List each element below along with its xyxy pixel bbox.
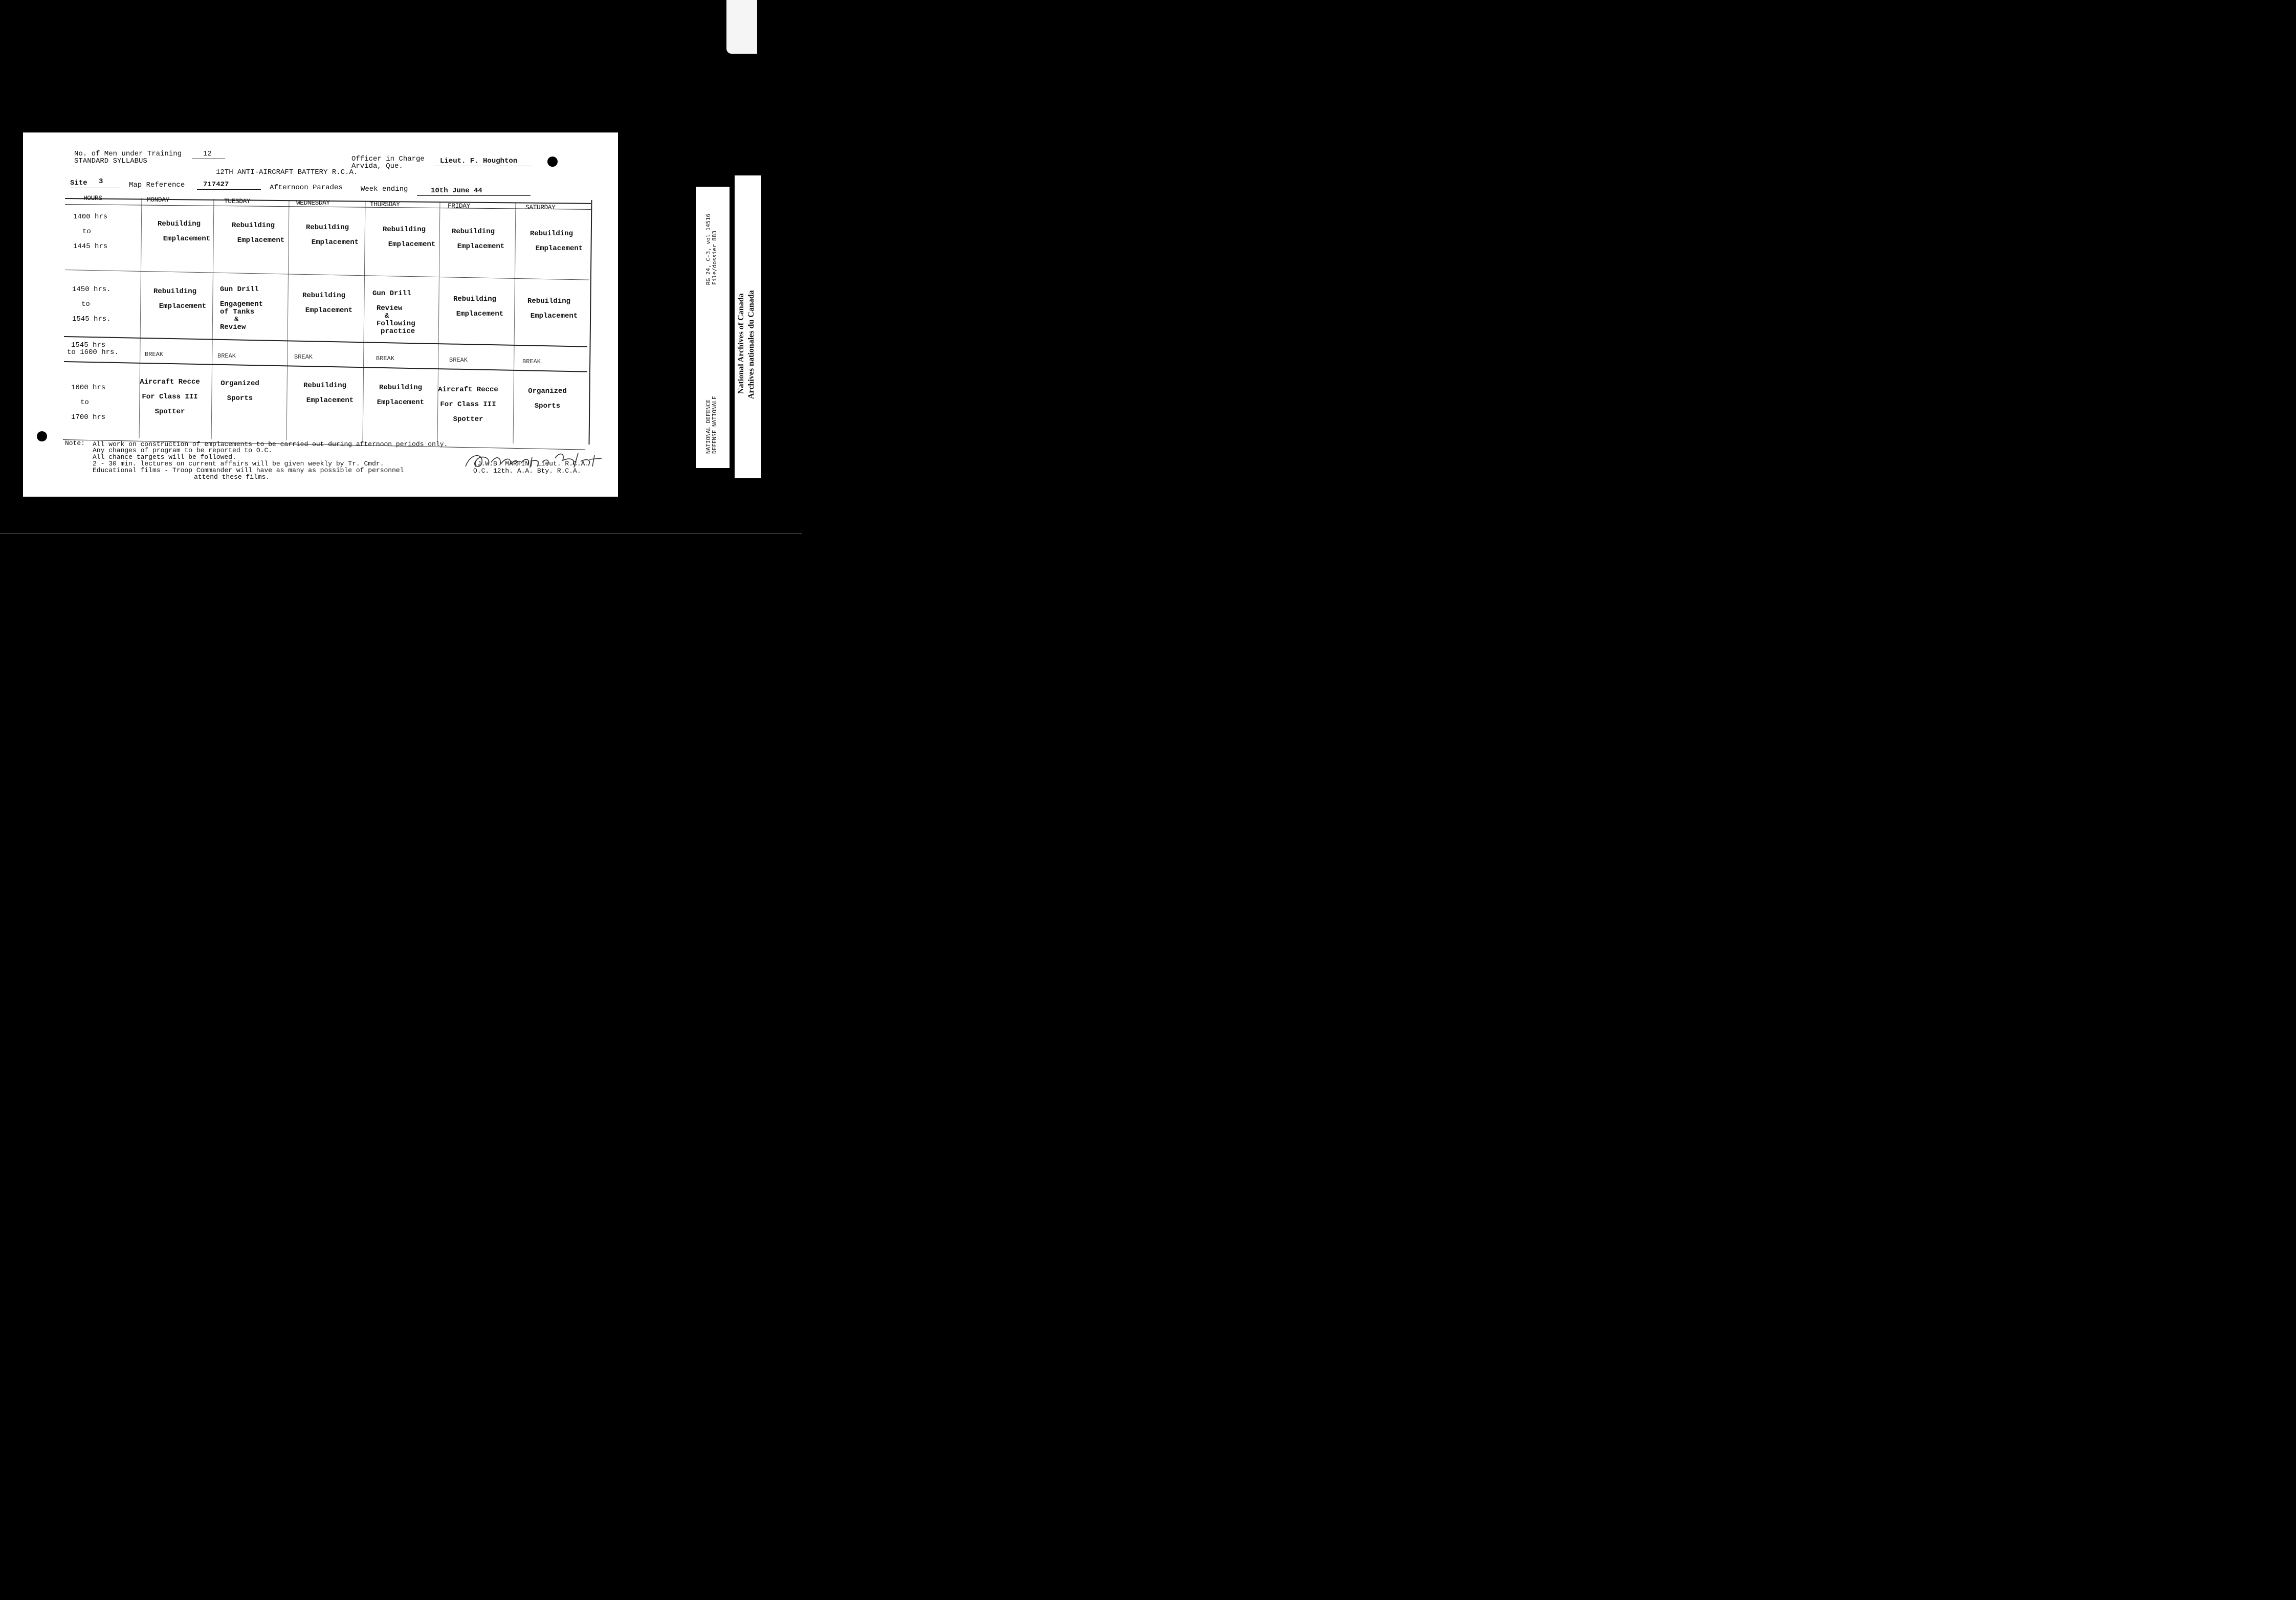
hours-until: 1545 hrs. xyxy=(72,315,111,323)
cell-line: Review xyxy=(377,304,403,313)
archive-ref-line-2: File/dossier 883 xyxy=(711,231,718,285)
cell-line: Rebuilding xyxy=(451,228,495,236)
cell-line: Spotter xyxy=(154,408,185,416)
archive-reference-card xyxy=(696,187,730,468)
day-header-wednesday: WEDNESDAY xyxy=(296,199,330,207)
site-value: 3 xyxy=(99,177,103,186)
archive-name-fr: Archives nationales du Canada xyxy=(747,290,756,399)
break-thu: BREAK xyxy=(376,355,395,362)
day-header-friday: FRIDAY xyxy=(448,202,470,210)
cell-line: Emplacement xyxy=(530,312,578,320)
cell-tue-1 xyxy=(220,218,286,248)
cell-fri-4 xyxy=(435,383,501,427)
cell-line: Emplacement xyxy=(305,306,353,315)
cell-sat-2 xyxy=(516,294,582,324)
archive-dept-line-2: DEFENSE NATIONALE xyxy=(711,396,718,454)
cell-line: Organized xyxy=(220,380,259,388)
signature-line-2: O.C. 12th. A.A. Bty. R.C.A. xyxy=(473,467,581,475)
row2-rule xyxy=(64,336,587,347)
week-underline xyxy=(417,195,531,196)
note-line-6: attend these films. xyxy=(194,473,270,481)
note-line-3: All chance targets will be followed. xyxy=(93,453,236,461)
cell-line: Aircraft Recce xyxy=(438,386,498,394)
day-header-tuesday: TUESDAY xyxy=(224,197,251,205)
hours-row-2 xyxy=(72,282,111,327)
note-label: Note: xyxy=(65,439,85,447)
hours-from: 1450 hrs. xyxy=(72,285,111,294)
cell-line: Rebuilding xyxy=(527,297,570,305)
break-wed: BREAK xyxy=(294,353,313,361)
col-line-right xyxy=(588,200,592,445)
break-rule xyxy=(64,361,587,372)
hours-to: to xyxy=(80,398,89,407)
cell-sat-1 xyxy=(518,227,585,256)
break-mon: BREAK xyxy=(145,351,164,358)
hours-from: 1400 hrs xyxy=(73,213,108,221)
cell-line: For Class III xyxy=(142,393,198,401)
archive-ref-line-1: RG 24, C-3, vol 14516 xyxy=(705,213,712,285)
hours-to: to xyxy=(82,228,91,236)
hours-until: to 1600 hrs. xyxy=(67,348,119,357)
cell-line: Emplacement xyxy=(159,302,207,310)
cell-line: Engagement xyxy=(220,300,263,308)
cell-fri-1 xyxy=(440,225,506,254)
cell-line: Emplacement xyxy=(306,396,354,405)
cell-tue-4 xyxy=(209,376,271,406)
cell-line: Sports xyxy=(534,402,561,410)
cell-mon-1 xyxy=(146,217,212,247)
officer-label: Officer in Charge xyxy=(351,155,425,163)
day-header-monday: MONDAY xyxy=(147,196,169,204)
cell-line: Emplacement xyxy=(377,398,425,407)
hours-from: 1600 hrs xyxy=(71,384,106,392)
cell-line: Rebuilding xyxy=(231,221,275,230)
hours-from: 1545 hrs xyxy=(71,341,106,349)
cell-thu-1 xyxy=(371,223,437,252)
note-line-2: Any changes of program to be reported to O.C. xyxy=(93,447,273,454)
cell-line: Rebuilding xyxy=(302,292,345,300)
cell-line: Emplacement xyxy=(457,242,505,251)
cell-line: Emplacement xyxy=(388,240,436,249)
archive-name-en: National Archives of Canada xyxy=(737,293,745,394)
signature-line-1: (J.W.B. MARTIN) Lieut. R.C.A. xyxy=(473,460,589,468)
row1-rule xyxy=(65,270,589,280)
note-line-4: 2 - 30 min. lectures on current affairs will be given weekly by Tr. Cmdr. xyxy=(93,460,384,468)
cell-line: Rebuilding xyxy=(305,224,349,232)
cell-line: Aircraft Recce xyxy=(140,378,200,386)
battery-name: 12TH ANTI-AIRCRAFT BATTERY R.C.A. xyxy=(216,168,358,176)
archive-dept-line-1: NATIONAL DEFENCE xyxy=(705,399,712,454)
hours-row-4 xyxy=(71,381,105,425)
col-line-3 xyxy=(286,200,290,440)
cell-line: Rebuilding xyxy=(453,295,496,303)
cell-line: Rebuilding xyxy=(303,382,346,390)
cell-line: Emplacement xyxy=(311,238,359,247)
cell-line: practice xyxy=(381,327,415,336)
punch-hole-top xyxy=(547,157,558,167)
cell-wed-1 xyxy=(294,220,361,250)
officer-value: Lieut. F. Houghton xyxy=(440,157,518,165)
cell-line: For Class III xyxy=(440,401,496,409)
location: Arvida, Que. xyxy=(351,162,403,170)
map-underline xyxy=(197,189,261,190)
break-sat: BREAK xyxy=(522,358,541,365)
cell-wed-2 xyxy=(291,288,357,318)
cell-line: Gun Drill xyxy=(372,290,411,298)
cell-line: Emplacement xyxy=(163,235,211,243)
training-syllabus-document xyxy=(23,132,618,497)
punch-hole-bottom xyxy=(37,431,47,441)
cell-thu-4 xyxy=(367,381,434,410)
week-value: 10th June 44 xyxy=(431,187,482,195)
cell-line: Rebuilding xyxy=(382,226,426,234)
map-label: Map Reference xyxy=(129,181,185,189)
cell-line: Emplacement xyxy=(456,310,504,318)
day-header-thursday: THURSDAY xyxy=(370,201,400,208)
cell-wed-4 xyxy=(292,379,358,408)
film-tab xyxy=(726,0,757,54)
cell-line: Organized xyxy=(528,387,567,395)
cell-line: Sports xyxy=(227,394,253,403)
hours-to: to xyxy=(81,300,90,308)
cell-line: Rebuilding xyxy=(529,230,573,238)
cell-thu-2 xyxy=(372,290,429,336)
note-line-5: Educational films - Troop Commander will have as many as possible of personnel xyxy=(93,466,404,474)
cell-line: of Tanks xyxy=(220,308,255,316)
parades-label: Afternoon Parades xyxy=(270,184,343,192)
cell-line: Gun Drill xyxy=(220,285,259,294)
cell-line: Spotter xyxy=(453,415,483,424)
hours-row-break xyxy=(67,342,119,356)
cell-mon-2 xyxy=(142,284,208,314)
site-label: Site xyxy=(70,179,87,187)
cell-tue-2 xyxy=(220,286,276,331)
hours-row-1 xyxy=(73,210,107,254)
cell-fri-2 xyxy=(441,292,508,322)
men-value: 12 xyxy=(203,150,212,158)
hours-header: HOURS xyxy=(83,194,102,202)
col-line-4 xyxy=(363,201,366,441)
cell-line: & xyxy=(234,316,239,324)
cell-line: Rebuilding xyxy=(379,384,422,392)
cell-line: Emplacement xyxy=(535,245,583,253)
break-tue: BREAK xyxy=(217,352,236,360)
cell-mon-4 xyxy=(137,375,203,419)
cell-sat-4 xyxy=(514,384,581,414)
cell-line: Emplacement xyxy=(237,236,285,245)
cell-line: Rebuilding xyxy=(157,220,201,228)
day-header-saturday: SATURDAY xyxy=(525,204,556,211)
hours-until: 1445 hrs xyxy=(73,242,108,251)
map-value: 717427 xyxy=(203,181,229,189)
hours-until: 1700 hrs xyxy=(71,413,106,421)
break-fri: BREAK xyxy=(449,357,468,364)
cell-line: Rebuilding xyxy=(153,287,196,296)
cell-line: Review xyxy=(220,323,246,331)
cell-line: Following xyxy=(377,320,415,328)
week-label: Week ending xyxy=(361,185,408,193)
archive-name-card xyxy=(735,175,761,478)
men-label: No. of Men under Training xyxy=(74,150,182,158)
cell-line: & xyxy=(385,312,389,320)
syllabus-title: STANDARD SYLLABUS xyxy=(74,157,147,165)
note-line-1: All work on construction of emplacements to be carried out during afternoon periods only. xyxy=(93,440,448,448)
